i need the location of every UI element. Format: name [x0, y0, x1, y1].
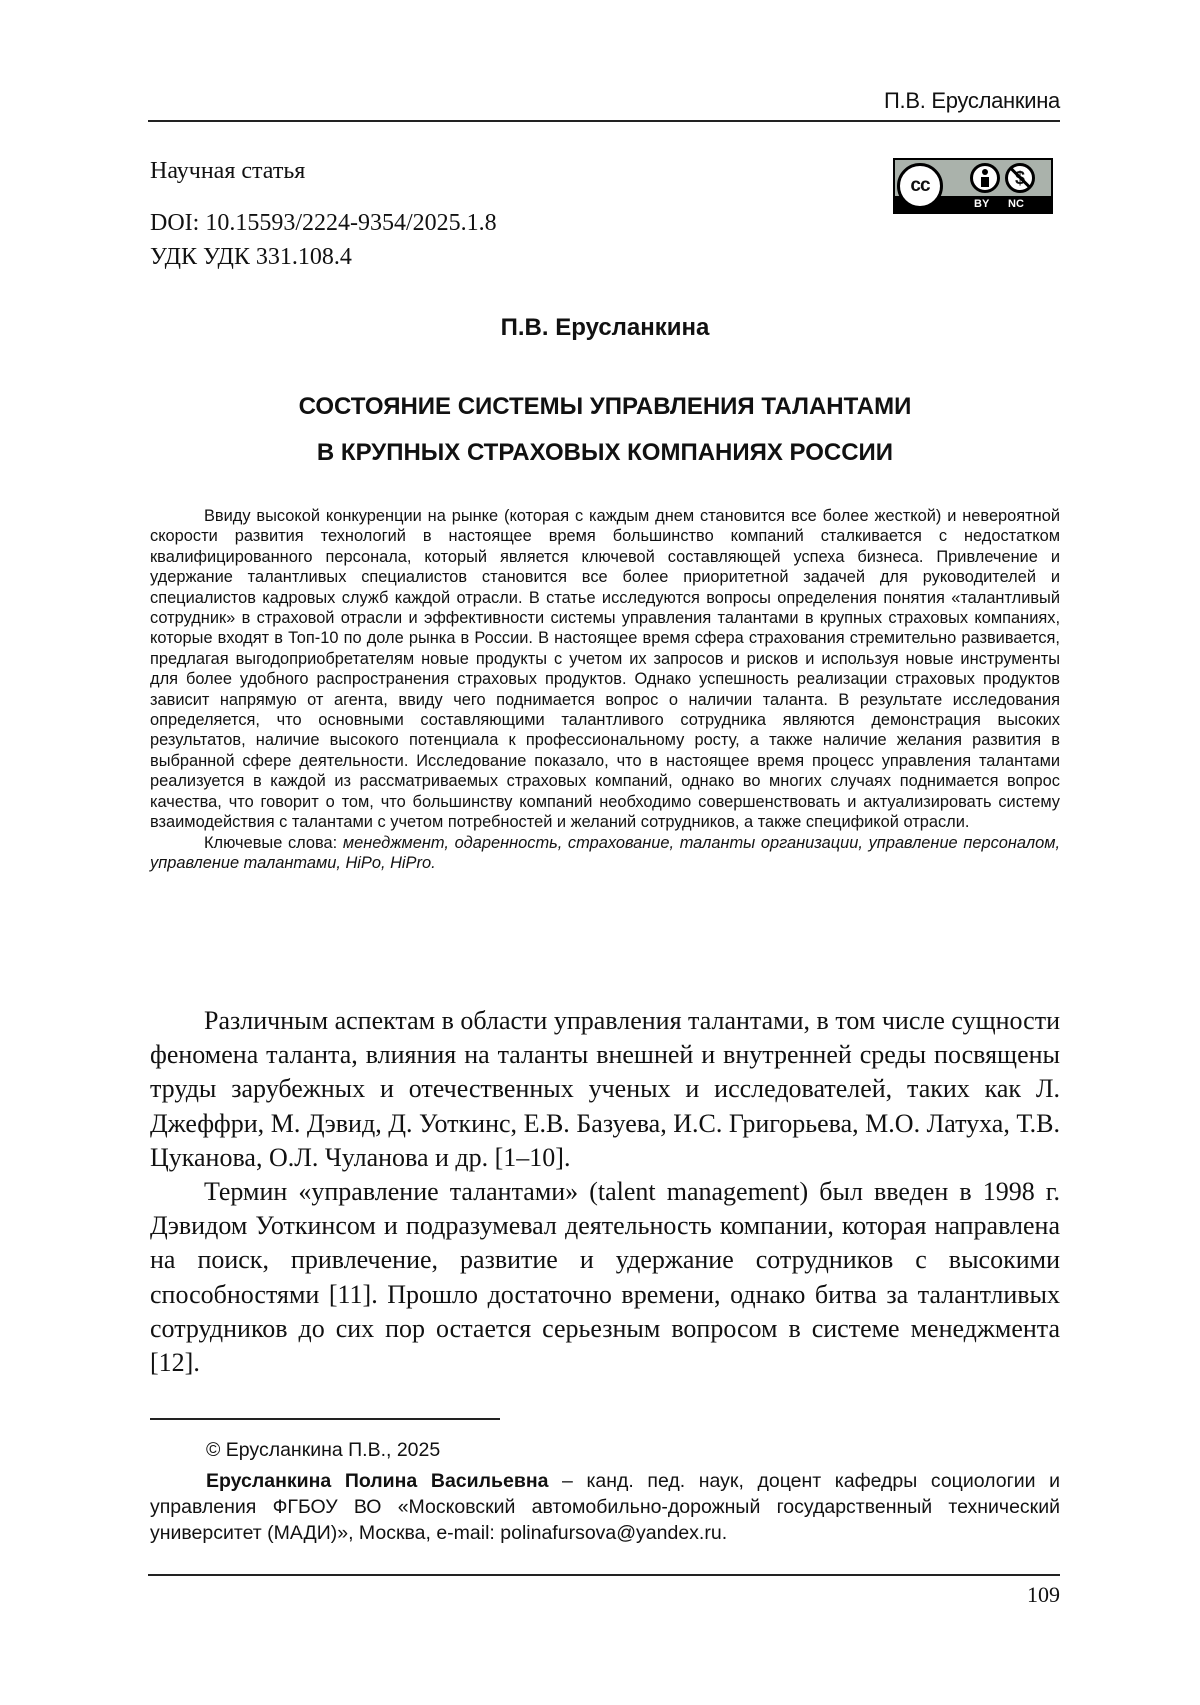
article-title [150, 384, 1060, 476]
footnote-divider [150, 1418, 500, 1420]
attribution-icon [970, 163, 1000, 193]
page-number: 109 [980, 1582, 1060, 1608]
body-paragraph-1: Различным аспектам в области управления талантами, в том числе сущности феномена таланта, влияния на таланты внешней и внутренней среды посвящены труды зарубежных и отечественных ученых и исследователей, таких как Л. Джеффри, М. Дэвид, Д. Уоткинс, Е.В. Базуева, И.С. Григорьева, М.О. Латуха, Т.В. Цуканова, О.Л. Чуланова и др. [1–10]. [150, 1004, 1060, 1175]
noncommercial-icon [1005, 163, 1035, 193]
title-line-2: В КРУПНЫХ СТРАХОВЫХ КОМПАНИЯХ РОССИИ [150, 430, 1060, 476]
abstract-text: Ввиду высокой конкуренции на рынке (которая с каждым днем становится все более жесткой) и невероятной скорости развития технологий в настоящее время большинство компаний сталкивается с недостатком квалифицированного персонала, который является ключевой составляющей успеха бизнеса. Привлечение и удержание талантливых специалистов становится все более приоритетной задачей для руководителей и специалистов кадровых служб каждой отрасли. В статье исследуются вопросы определения понятия «талантливый сотрудник» в страховой отрасли и эффективности системы управления талантами в крупных страховых компаниях, которые входят в Топ-10 по доле рынка в России. В настоящее время сфера страхования стремительно развивается, предлагая выгодоприобретателям новые продукты с учетом их запросов и рисков и используя новые инструменты для более удобного распространения страховых продуктов. Однако успешность реализации страховых продуктов зависит напрямую от агента, ввиду чего поднимается вопрос о наличии таланта. В результате исследования определяется, что основными составляющими талантливого сотрудника являются демонстрация высоких результатов, наличие высокого потенциала к профессиональному росту, а также наличие желания развития в выбранной сфере деятельности. Исследование показало, что в настоящее время процесс управления талантами реализуется в каждой из рассматриваемых страховых компаний, однако во многих случаях поднимается вопрос качества, что говорит о том, что большинству компаний необходимо совершенствовать и актуализировать систему взаимодействия с талантами с учетом потребностей и желаний сотрудников, а также спецификой отрасли. [150, 506, 1060, 833]
article-author: П.В. Ерусланкина [150, 314, 1060, 342]
license-by-label: BY [974, 197, 989, 211]
running-head: П.В. Ерусланкина [150, 88, 1060, 114]
abstract [150, 506, 1060, 873]
keywords [150, 833, 1060, 874]
udk-code: УДК УДК 331.108.4 [150, 244, 352, 271]
keywords-list: менеджмент, одаренность, страхование, таланты организации, управление персоналом, управление талантами, HiPo, HiPro. [150, 834, 1060, 872]
article-type: Научная статья [150, 158, 305, 185]
header-divider [148, 120, 1060, 122]
article-body [150, 1004, 1060, 1380]
body-paragraph-2: Термин «управление талантами» (talent management) был введен в 1998 г. Дэвидом Уоткинсом и подразумевал деятельность компании, которая направлена на поиск, привлечение, развитие и удержание сотрудников с высокими способностями [11]. Прошло достаточно времени, однако битва за талантливых сотрудников до сих пор остается серьезным вопросом в системе менеджмента [12]. [150, 1175, 1060, 1380]
author-bio [150, 1468, 1060, 1546]
author-full-name: Ерусланкина Полина Васильевна [206, 1470, 548, 1492]
footer-divider [148, 1574, 1060, 1576]
doi-link[interactable]: DOI: 10.15593/2224-9354/2025.1.8 [150, 210, 497, 237]
copyright-notice: © Ерусланкина П.В., 2025 [150, 1437, 1060, 1463]
license-nc-label: NC [1008, 197, 1024, 211]
cc-by-nc-license-badge[interactable] [893, 158, 1053, 214]
journal-page [0, 0, 1200, 1705]
cc-icon: cc [897, 163, 943, 209]
title-line-1: СОСТОЯНИЕ СИСТЕМЫ УПРАВЛЕНИЯ ТАЛАНТАМИ [150, 384, 1060, 430]
keywords-label: Ключевые слова: [204, 834, 343, 852]
author-affiliation: – канд. пед. наук, доцент кафедры социологии и управления ФГБОУ ВО «Московский автомобильно-дорожный государственный технический университет (МАДИ)», Москва, e-mail: polinafursova@yandex.ru. [150, 1470, 1060, 1544]
